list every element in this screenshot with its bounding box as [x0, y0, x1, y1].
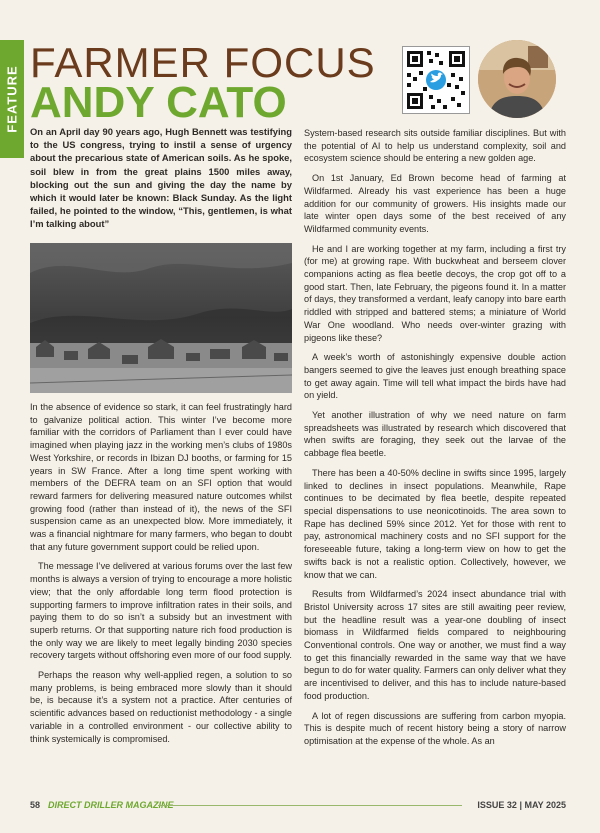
paragraph: In the absence of evidence so stark, it can feel frustratingly hard to galvanize political action. This winter I’ve become more familiar with the corridors of Parliament than I ever could have imagined when playing jazz in the working men’s clubs of 1980s West Yorkshire, or records in Ibizan DJ booths, or farming for 15 years in SW France. After a long time spent working with members of the DEFRA team on an SFI option that would reward farmers for delivering measured nature outcomes whilst growing food (rather than instead of it), the news of the SFI suspension came as an unexpected blow. More immediately, it was a financial nightmare for many farmers, who began to doubt that any future government support could be relied upon.: [30, 402, 292, 552]
paragraph: There has been a 40-50% decline in swifts since 1995, largely linked to declines in insect populations. Meanwhile, Rape continues to be decimated by flea beetle, despite repeated special dispensations to use neonicotinoids. The area sown to Rape has declined 59% since 2012. Yet for those with rent to pay, astronomical machinery costs and no SFI support for the foreseeable future, taking a long-term view on how to get the swifts back is not a realistic option. Collectively, however, we know that we can.: [304, 467, 566, 580]
paragraph: On 1st January, Ed Brown become head of farming at Wildfarmed. Already his vast experience has been a huge addition for our community of growers. His insights made our late winter open days some of the best received of any Wildfarmed community events.: [304, 173, 566, 234]
intro-paragraph: On an April day 90 years ago, Hugh Bennett was testifying to the US congress, trying to instil a sense of urgency about the precarious state of American soils. As he spoke, soil blew in from the great plains 1500 miles away, blocking out the sun and giving the day the name by which it would later be known: Black Sunday. As the light failed, he pointed to the window, “This, gentlemen, is what I’m talking about”: [30, 126, 292, 230]
paragraph: Results from Wildfarmed’s 2024 insect abundance trial with Bristol University across 17 sites are still awaiting peer review, but the headline result was a year-one doubling of insect biomass in Wildfarmed fields compared to neighbouring Conventional controls. One way or another, we must find a way to get this financially rewarded in the same way that we have begun to do for water quality. Farmers can only deliver what they are incentivised to deliver, and this has to include nature-based food production.: [304, 589, 566, 701]
paragraph: A lot of regen discussions are suffering from carbon myopia. This is despite much of recent history being a story of narrow optimisation at the expense of the whole. As an: [304, 710, 566, 746]
footer-divider: [158, 805, 462, 806]
dust-storm-photo: [30, 243, 292, 393]
page-title-line1: FARMER FOCUS: [30, 39, 376, 86]
issue-info: ISSUE 32 | MAY 2025: [477, 800, 566, 810]
paragraph: System-based research sits outside familiar disciplines. But with the potential of AI to help us understand complexity, soil and ecosystem science should be entering a new golden age.: [304, 128, 566, 164]
qr-code-icon[interactable]: [402, 46, 470, 114]
page-title-line2: ANDY CATO: [30, 78, 287, 127]
paragraph: Yet another illustration of why we need nature on farm spreadsheets was illustrated by research which discovered that when swifts are foraging, they seek out the larvae of the cabbage flea beetle.: [304, 410, 566, 459]
page-number: 58: [30, 800, 41, 810]
author-photo: [478, 40, 556, 118]
left-column: [30, 401, 292, 752]
section-tab-label: FEATURE: [4, 65, 20, 133]
paragraph: Perhaps the reason why well-applied regen, a solution to so many problems, is being embraced more slowly than it should be, is because it’s a system not a practice. After centuries of scientific advances based on reductionist methodology - a single variable in a controlled environment - our collective ability to think systemically is compromised.: [30, 670, 292, 744]
paragraph: The message I’ve delivered at various forums over the last few months is always a version of trying to encourage a more holistic view; that the only affordable long term flood protection is supporting farmers to improve infiltration rates in their soils, and paying them to do so isn’t a subsidy but an investment with superb returns. Or that supporting nature rich food production is the only way we are likely to meet legally binding 2030 species recovery targets without offshoring even more of our food supply.: [30, 561, 292, 661]
page-footer: [30, 797, 566, 813]
right-column: [304, 127, 566, 755]
paragraph: He and I are working together at my farm, including a first try (for me) at growing rape. With buckwheat and berseem clover companions acting as flea beetle decoys, the crop got off to a good start. Then, late February, the pigeons found it. In a matter of days, they transformed a verdant, leafy canopy into bare earth riddled with stripped and battered stems; a miniature of World War One woodland. Who needs over-winter grazing with pigeons like these?: [304, 243, 566, 343]
paragraph: A week’s worth of astonishingly expensive double action bangers seemed to give the leaves just enough breathing space to get away again. Time will tell what impact the birds have had on yield.: [304, 352, 566, 401]
section-tab: [0, 40, 24, 158]
magazine-name: DIRECT DRILLER MAGAZINE: [48, 800, 174, 810]
